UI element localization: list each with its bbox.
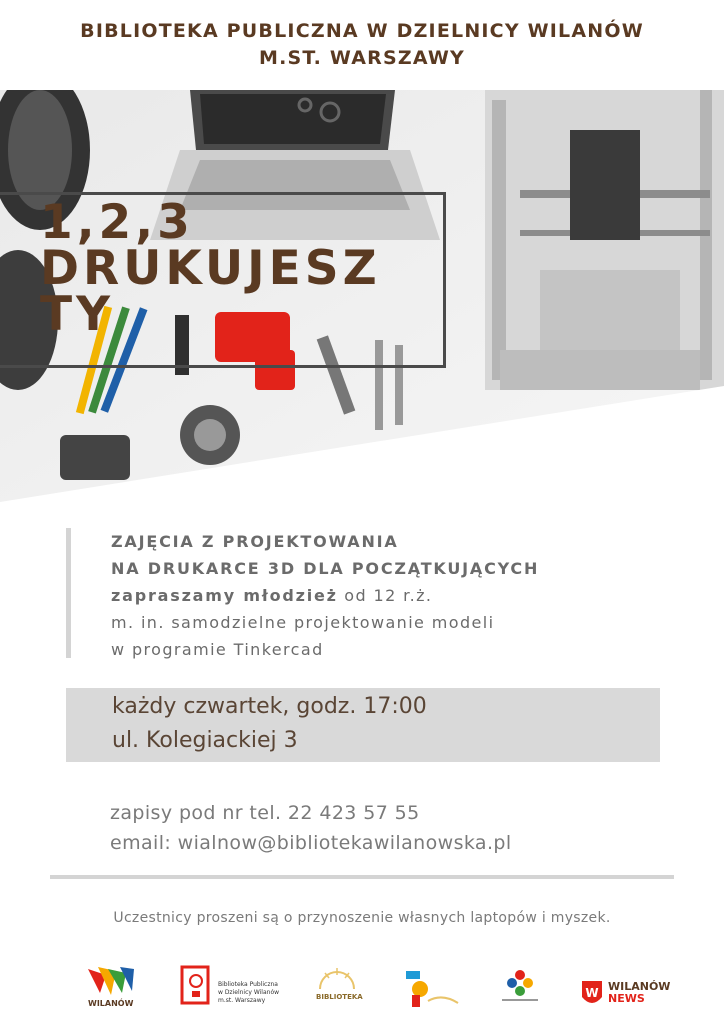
wilanow-news-logo	[580, 965, 680, 1017]
participants-note: Uczestnicy proszeni są o przynoszenie własnych laptopów i myszek.	[113, 910, 611, 926]
colorful-event-logo	[402, 965, 462, 1017]
contact-phone: zapisy pod nr tel. 22 423 57 55	[110, 802, 420, 824]
biblioteka-logo-line-1: Biblioteka Publiczna	[218, 981, 278, 988]
flower-icon	[498, 965, 542, 1005]
title-line-2: DRUKUJESZ	[40, 241, 381, 296]
wilanow-logo	[86, 965, 136, 1017]
sponsor-logos	[0, 965, 724, 1020]
title-line-1: 1,2,3	[40, 195, 194, 250]
wilanow-news-text	[608, 981, 670, 1005]
wilanow-crown-icon	[86, 965, 136, 999]
event-info	[66, 528, 626, 658]
info-line-4: m. in. samodzielne projektowanie modeli	[111, 613, 495, 632]
wilanow-logo-text: WILANÓW	[88, 999, 134, 1008]
biblioteka-sun-logo-text: BIBLIOTEKA	[316, 993, 363, 1001]
library-header	[0, 18, 724, 72]
schedule-when: każdy czwartek, godz. 17:00	[112, 694, 427, 719]
info-line-1: ZAJĘCIA Z PROJEKTOWANIA	[111, 532, 399, 551]
divider	[50, 875, 674, 879]
biblioteka-logo-line-3: m.st. Warszawy	[218, 997, 266, 1004]
info-audience: zapraszamy młodzież	[111, 586, 338, 605]
info-line-2: NA DRUKARCE 3D DLA POCZĄTKUJĄCYCH	[111, 559, 540, 578]
flower-logo	[498, 965, 542, 1017]
shield-icon	[580, 979, 604, 1009]
sun-icon	[312, 965, 362, 991]
event-title	[40, 195, 381, 342]
biblioteka-logo-text	[218, 981, 279, 1005]
biblioteka-publiczna-logo	[180, 965, 290, 1017]
header-line-2: M.ST. WARSZAWY	[259, 47, 465, 69]
schedule-box	[66, 688, 660, 762]
colorful-figure-icon	[402, 965, 462, 1009]
wilanow-news-line-2: NEWS	[608, 992, 645, 1005]
title-line-3: TY	[40, 287, 115, 342]
library-book-icon	[180, 965, 212, 1005]
schedule-where: ul. Kolegiackiej 3	[112, 728, 298, 753]
info-line-3	[111, 582, 626, 609]
header-line-1: BIBLIOTEKA PUBLICZNA W DZIELNICY WILANÓW	[80, 20, 644, 42]
wilanow-news-line-1: WILANÓW	[608, 980, 671, 993]
biblioteka-sun-logo	[312, 965, 362, 1017]
info-line-5: w programie Tinkercad	[111, 640, 324, 659]
biblioteka-logo-line-2: w Dzielnicy Wilanów	[218, 989, 280, 996]
svg-text:W: W	[585, 986, 599, 1000]
info-age: od 12 r.ż.	[337, 586, 433, 605]
contact-info	[110, 798, 630, 858]
contact-email[interactable]: email: wialnow@bibliotekawilanowska.pl	[110, 832, 512, 854]
